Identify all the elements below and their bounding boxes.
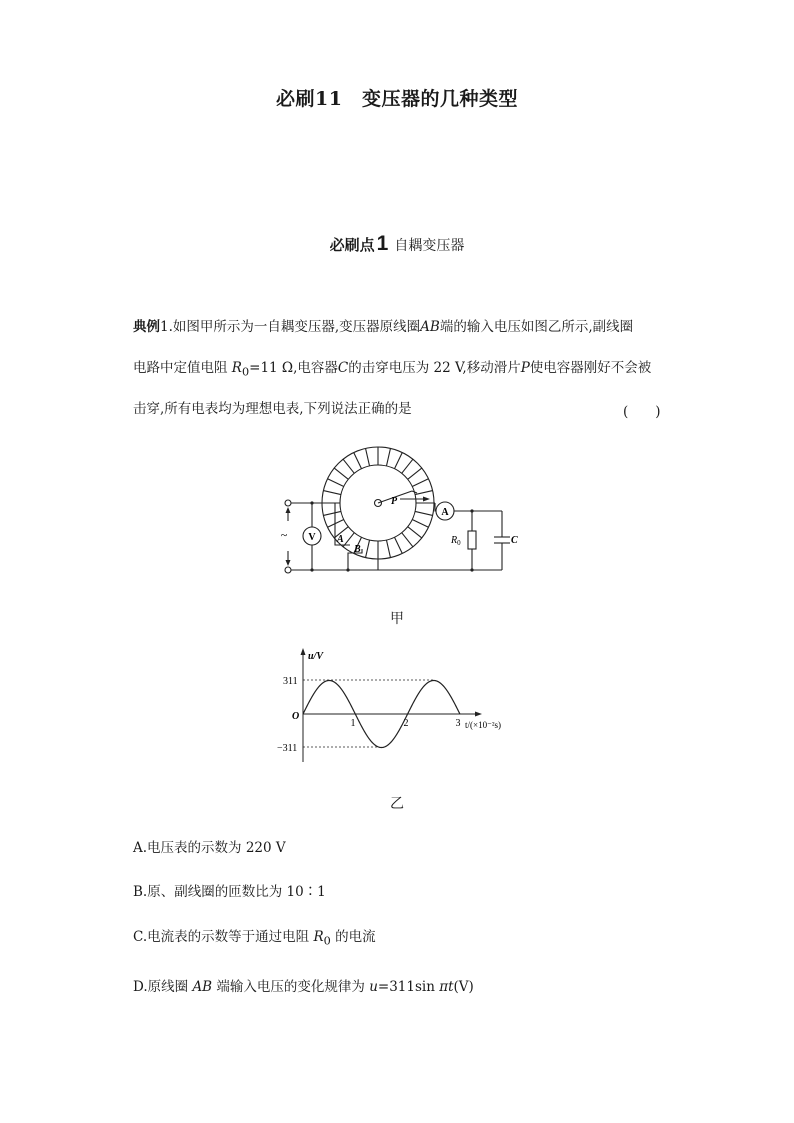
winding-turn [415,491,433,495]
option-d[interactable]: D.原线圈 AB 端输入电压的变化规律为 u=311sin πt(V) [133,979,474,995]
section-prefix: 必刷点 [329,236,375,254]
winding-turn [408,527,422,538]
winding-turn [328,519,344,527]
slider-p-label: P [391,496,398,507]
voltmeter-label: V [308,532,316,543]
origin-label: O [292,711,300,722]
x-axis-label: t/(×10⁻²s) [465,720,502,730]
r0-label: $R_0$ [451,535,461,547]
winding-turn [328,479,344,487]
xtick-2: 2 [403,718,409,729]
winding-turn [386,540,390,558]
resistor-r0 [468,531,476,549]
example-line-3: 击穿,所有电表均为理想电表,下列说法正确的是 [133,401,412,417]
winding-turn [394,537,402,553]
tap-a-label: A [337,534,344,545]
winding-turn [415,511,433,515]
tap-b-label: B [354,544,361,555]
voltage-graph [275,646,525,766]
section-number: 1 [376,232,389,255]
winding-turn [408,468,422,479]
xtick-3: 3 [455,718,461,729]
answer-parentheses: ( ) [623,404,661,420]
example-line-2: 电路中定值电阻 $R_0=11$ Ω,电容器C的击穿电压为 22 V,移动滑片P使电容器刚好不会被 [133,360,652,379]
winding-turn [402,533,413,547]
circuit-diagram [270,445,530,585]
winding-turn [402,459,413,473]
ammeter-label: A [441,507,449,518]
section-heading [0,232,794,256]
winding-turn [412,479,428,487]
input-terminal-top [285,500,291,506]
option-b[interactable]: B.原、副线圈的匝数比为 10∶1 [133,884,326,900]
example-label: 典例 [133,319,160,335]
ytick-neg-311: −311 [277,743,298,754]
winding-turn [394,453,402,469]
winding-turn [323,511,341,515]
winding-turn [366,448,370,466]
capacitor-label: C [511,535,518,546]
winding-turn [334,468,348,479]
winding-turn [412,519,428,527]
figure-caption-jia: 甲 [390,611,404,627]
figure-caption-yi: 乙 [390,796,404,812]
option-a[interactable]: A.电压表的示数为 220 V [133,840,286,856]
winding-turn [386,448,390,466]
winding-turn [366,540,370,558]
winding-turn [323,491,341,495]
option-c[interactable]: C.电流表的示数等于通过电阻 $R_0$ 的电流 [133,929,376,948]
xtick-1: 1 [350,718,356,729]
example-line-1: 典例1.如图甲所示为一自耦变压器,变压器原线圈AB端的输入电压如图乙所示,副线圈 [133,319,634,335]
input-terminal-bottom [285,567,291,573]
section-name: 自耦变压器 [394,238,465,254]
winding-turn [343,459,354,473]
ac-symbol: ~ [280,528,288,542]
page-title: 必刷11 变压器的几种类型 [276,88,518,110]
ytick-311: 311 [283,676,298,687]
winding-turn [354,453,362,469]
y-axis-label: u/V [308,651,324,662]
